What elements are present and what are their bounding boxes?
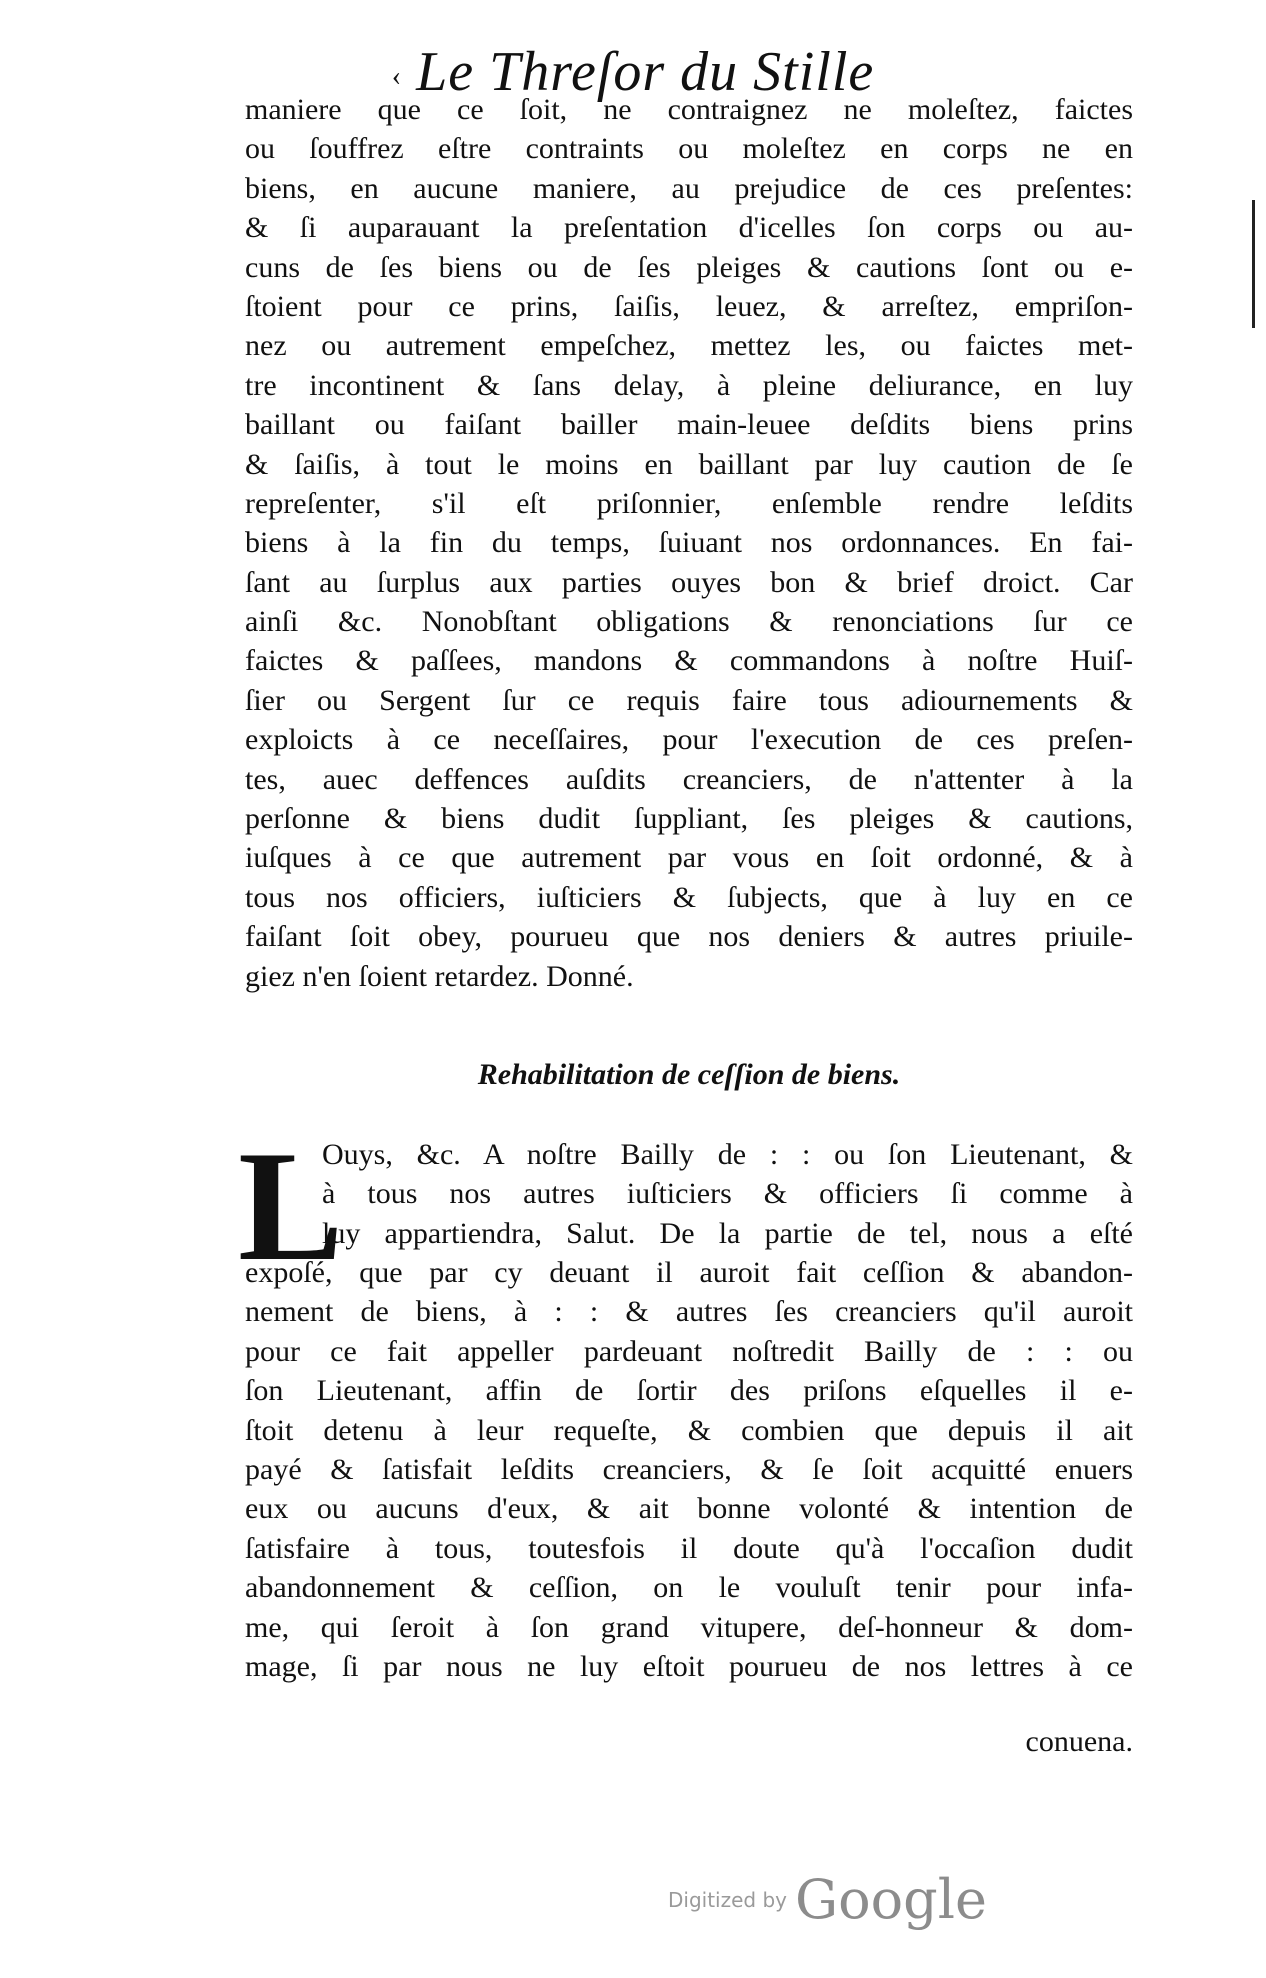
text-line: pour ce fait appeller pardeuant noſtredit Bailly de : : ou	[245, 1334, 1133, 1368]
text-line: cuns de ſes biens ou de ſes pleiges & cautions ſont ou e-	[245, 250, 1133, 284]
text-line: iuſques à ce que autrement par vous en ſoit ordonné, & à	[245, 841, 1133, 875]
drop-initial: L	[238, 1119, 344, 1294]
text-line: nez ou autrement empeſchez, mettez les, ou faictes met-	[245, 329, 1133, 363]
paragraph-opening	[322, 1135, 1133, 1253]
text-line: mage, ſi par nous ne luy eſtoit pourueu de nos lettres à ce	[245, 1649, 1133, 1683]
text-line: ſatisfaire à tous, toutesfois il doute qu'à l'occaſion dudit	[245, 1531, 1133, 1565]
text-line: exploicts à ce neceſſaires, pour l'execution de ces preſen-	[245, 723, 1133, 757]
digitization-watermark	[668, 1868, 987, 1931]
text-line: ſtoient pour ce prins, ſaiſis, leuez, & arreſtez, empriſon-	[245, 289, 1133, 323]
text-line: ſon Lieutenant, affin de ſortir des priſons eſquelles il e-	[245, 1374, 1133, 1408]
text-line: tes, auec deffences auſdits creanciers, de n'attenter à la	[245, 762, 1133, 796]
text-line: tre incontinent & ſans delay, à pleine deliurance, en luy	[245, 368, 1133, 402]
text-line: ſtoit detenu à leur requeſte, & combien que depuis il ait	[245, 1413, 1133, 1447]
text-line: faiſant ſoit obey, pourueu que nos deniers & autres priuile-	[245, 920, 1133, 954]
running-head-title: Le Threſor du Stille	[416, 41, 875, 103]
text-line: & ſaiſis, à tout le moins en baillant par luy caution de ſe	[245, 447, 1133, 481]
section-heading: Rehabilitation de ceſſion de biens.	[477, 1058, 901, 1091]
text-line: luy appartiendra, Salut. De la partie de tel, nous a eſté	[322, 1216, 1133, 1250]
text-line: repreſenter, s'il eſt priſonnier, enſemble rendre leſdits	[245, 486, 1133, 520]
text-line: expoſé, que par cy deuant il auroit fait ceſſion & abandon-	[245, 1256, 1133, 1289]
text-line: faictes & paſſees, mandons & commandons à noſtre Huiſ-	[245, 644, 1133, 678]
text-line: biens à la fin du temps, ſuiuant nos ordonnances. En fai-	[245, 526, 1133, 560]
text-line: giez n'en ſoient retardez. Donné.	[245, 959, 634, 993]
text-line: biens, en aucune maniere, au prejudice de ces preſentes:	[245, 171, 1133, 205]
text-line: & ſi auparauant la preſentation d'icelles ſon corps ou au-	[245, 211, 1133, 245]
text-line: maniere que ce ſoit, ne contraignez ne moleſtez, faictes	[245, 93, 1133, 126]
text-line: nement de biens, à : : & autres ſes creanciers qu'il auroit	[245, 1295, 1133, 1329]
text-line: tous nos officiers, iuſticiers & ſubjects, que à luy en ce	[245, 880, 1133, 914]
text-line: payé & ſatisfait leſdits creanciers, & ſe ſoit acquitté enuers	[245, 1452, 1133, 1486]
text-line: ou ſouffrez eſtre contraints ou moleſtez en corps ne en	[245, 132, 1133, 166]
margin-rule	[1252, 200, 1255, 328]
paragraph-continuation	[245, 90, 1133, 996]
text-line: eux ou aucuns d'eux, & ait bonne volonté & intention de	[245, 1492, 1133, 1526]
text-line: baillant ou faiſant bailler main-leuee deſdits biens prins	[245, 408, 1133, 442]
running-head-mark: ‹	[391, 61, 403, 93]
text-line: perſonne & biens dudit ſuppliant, ſes pleiges & cautions,	[245, 802, 1133, 836]
paragraph-body	[245, 1253, 1133, 1686]
catchword: conuena.	[1025, 1725, 1133, 1758]
text-line: ſier ou Sergent ſur ce requis faire tous adiournements &	[245, 683, 1133, 717]
text-line: Ouys, &c. A noſtre Bailly de : : ou ſon Lieutenant, &	[322, 1138, 1133, 1171]
text-line: ainſi &c. Nonobſtant obligations & renonciations ſur ce	[245, 605, 1133, 639]
watermark-brand: Google	[795, 1868, 987, 1931]
text-line: à tous nos autres iuſticiers & officiers ſi comme à	[322, 1177, 1133, 1211]
text-line: ſant au ſurplus aux parties ouyes bon & brief droict. Car	[245, 565, 1133, 599]
text-line: me, qui ſeroit à ſon grand vitupere, deſ-honneur & dom-	[245, 1610, 1133, 1644]
watermark-prefix: Digitized by	[668, 1887, 787, 1912]
text-line: abandonnement & ceſſion, on le vouluſt tenir pour infa-	[245, 1571, 1133, 1605]
